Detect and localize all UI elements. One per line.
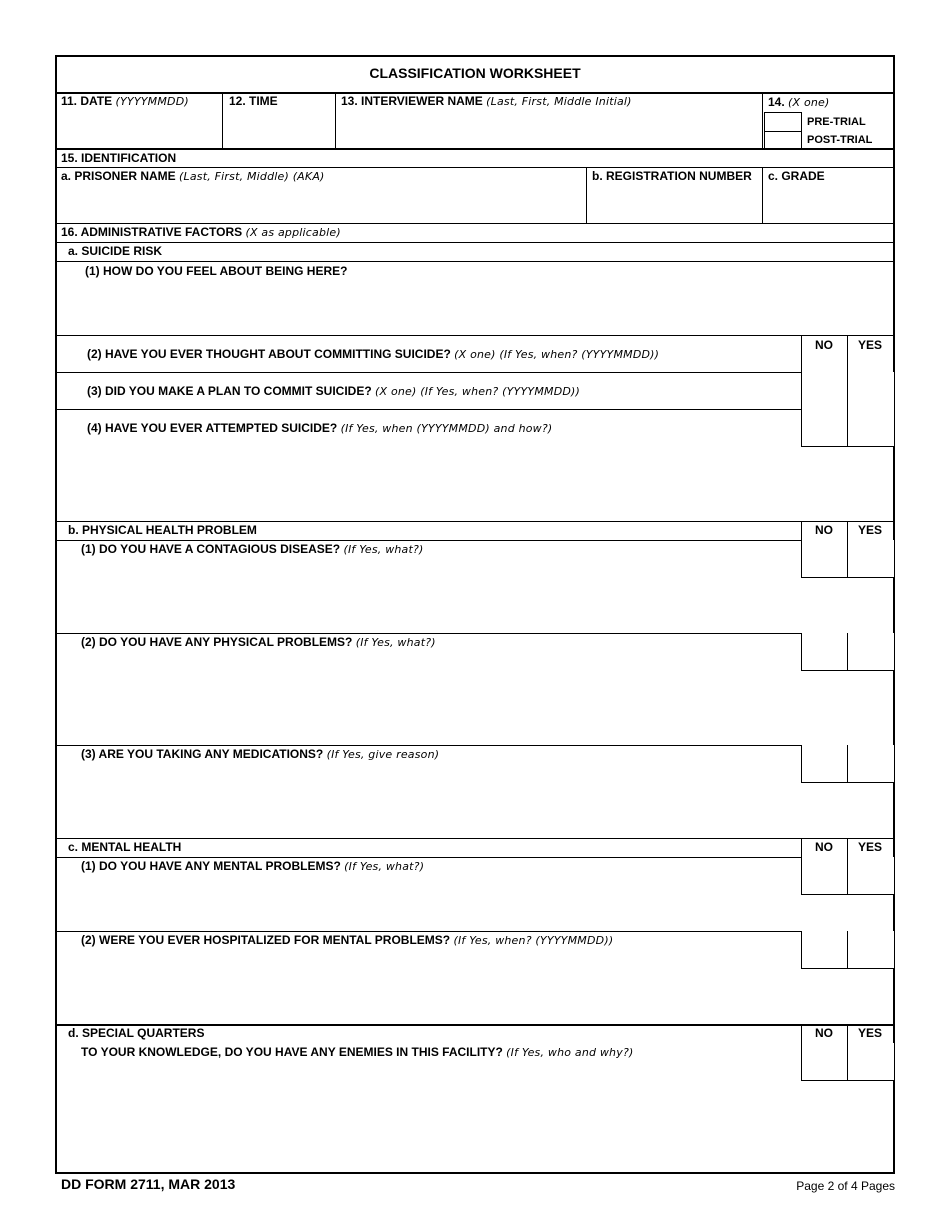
- divider: [762, 93, 763, 149]
- posttrial-label: POST-TRIAL: [807, 134, 873, 146]
- form-title: CLASSIFICATION WORKSHEET: [369, 65, 581, 81]
- divider: [55, 540, 895, 541]
- time-field[interactable]: [225, 110, 333, 146]
- suicide-q3-no-checkbox[interactable]: [801, 409, 848, 447]
- suicide-no-header: NO: [815, 338, 833, 352]
- divider: [847, 838, 848, 857]
- suicide-yes-header: YES: [857, 338, 882, 352]
- grade-field[interactable]: [765, 186, 891, 220]
- suicide-q2-yes-checkbox[interactable]: [847, 372, 894, 410]
- suicide-q3-yes-checkbox[interactable]: [847, 409, 894, 447]
- date-label: 11. DATE (YYYYMMDD): [61, 94, 189, 108]
- physical-q1-answer[interactable]: [60, 580, 890, 630]
- suicide-q2-no-checkbox[interactable]: [801, 372, 848, 410]
- quarters-no-header: NO: [815, 1026, 833, 1040]
- divider: [55, 335, 895, 336]
- mental-q2-no-checkbox[interactable]: [801, 931, 848, 969]
- physical-q2-yes-checkbox[interactable]: [847, 633, 894, 671]
- divider: [55, 521, 895, 522]
- divider: [586, 167, 587, 223]
- mental-q2-answer[interactable]: [60, 971, 890, 1021]
- suicide-q4-label: (4) HAVE YOU EVER ATTEMPTED SUICIDE? (If Yes, when (YYYYMMDD) and how?): [87, 421, 553, 435]
- divider: [801, 838, 802, 857]
- physical-q3-no-checkbox[interactable]: [801, 745, 848, 783]
- divider: [55, 223, 895, 224]
- registration-number-field[interactable]: [589, 186, 760, 220]
- mental-health-heading: c. MENTAL HEALTH: [68, 840, 182, 854]
- suicide-q4-answer[interactable]: [60, 450, 890, 518]
- divider: [335, 93, 336, 149]
- divider: [847, 521, 848, 540]
- registration-number-label: b. REGISTRATION NUMBER: [592, 169, 752, 183]
- quarters-q1-label: TO YOUR KNOWLEDGE, DO YOU HAVE ANY ENEMIES IN THIS FACILITY? (If Yes, who and why?): [81, 1045, 634, 1059]
- divider: [55, 261, 895, 262]
- trial-label: 14. (X one): [768, 95, 830, 109]
- mental-q1-label: (1) DO YOU HAVE ANY MENTAL PROBLEMS? (If Yes, what?): [81, 859, 425, 873]
- physical-q1-no-checkbox[interactable]: [801, 540, 848, 578]
- prisoner-name-field[interactable]: [58, 186, 584, 220]
- suicide-risk-heading: a. SUICIDE RISK: [68, 244, 163, 258]
- physical-health-heading: b. PHYSICAL HEALTH PROBLEM: [68, 523, 257, 537]
- mental-yes-header: YES: [857, 840, 882, 854]
- pretrial-label: PRE-TRIAL: [807, 116, 866, 128]
- physical-q2-answer[interactable]: [60, 673, 890, 741]
- page-number: Page 2 of 4 Pages: [796, 1179, 895, 1193]
- mental-q1-answer[interactable]: [60, 896, 890, 928]
- divider: [847, 1025, 848, 1044]
- interviewer-label: 13. INTERVIEWER NAME (Last, First, Middle Initial): [341, 94, 632, 108]
- quarters-yes-header: YES: [857, 1026, 882, 1040]
- grade-label: c. GRADE: [768, 169, 825, 183]
- divider: [55, 857, 895, 858]
- divider: [55, 745, 895, 746]
- suicide-q3-label: (3) DID YOU MAKE A PLAN TO COMMIT SUICIDE? (X one) (If Yes, when? (YYYYMMDD)): [87, 384, 581, 398]
- prisoner-name-label: a. PRISONER NAME (Last, First, Middle) (AKA): [61, 169, 325, 183]
- divider: [55, 242, 895, 243]
- divider: [55, 409, 895, 410]
- mental-q1-no-checkbox[interactable]: [801, 857, 848, 895]
- date-field[interactable]: [58, 110, 220, 146]
- divider: [55, 167, 895, 168]
- physical-q3-answer[interactable]: [60, 785, 890, 835]
- divider: [55, 633, 895, 634]
- divider: [55, 838, 895, 839]
- physical-q3-label: (3) ARE YOU TAKING ANY MEDICATIONS? (If Yes, give reason): [81, 747, 440, 761]
- suicide-q1-answer[interactable]: [60, 282, 890, 332]
- physical-q1-yes-checkbox[interactable]: [847, 540, 894, 578]
- quarters-q1-answer[interactable]: [60, 1083, 890, 1167]
- divider: [801, 521, 802, 540]
- special-quarters-heading: d. SPECIAL QUARTERS: [68, 1026, 205, 1040]
- suicide-q1-label: (1) HOW DO YOU FEEL ABOUT BEING HERE?: [85, 264, 348, 278]
- mental-q1-yes-checkbox[interactable]: [847, 857, 894, 895]
- divider: [222, 93, 223, 149]
- divider: [801, 1025, 802, 1044]
- physical-q1-label: (1) DO YOU HAVE A CONTAGIOUS DISEASE? (If Yes, what?): [81, 542, 424, 556]
- divider: [55, 148, 895, 150]
- identification-heading: 15. IDENTIFICATION: [61, 151, 177, 165]
- mental-q2-label: (2) WERE YOU EVER HOSPITALIZED FOR MENTAL PROBLEMS? (If Yes, when? (YYYYMMDD)): [81, 933, 614, 947]
- mental-q2-yes-checkbox[interactable]: [847, 931, 894, 969]
- divider: [55, 372, 895, 373]
- quarters-q1-yes-checkbox[interactable]: [847, 1043, 894, 1081]
- divider: [762, 167, 763, 223]
- interviewer-name-field[interactable]: [338, 110, 760, 146]
- suicide-q2-label: (2) HAVE YOU EVER THOUGHT ABOUT COMMITTING SUICIDE? (X one) (If Yes, when? (YYYYMMDD)): [87, 347, 660, 361]
- pretrial-checkbox[interactable]: [764, 112, 802, 132]
- physical-q2-label: (2) DO YOU HAVE ANY PHYSICAL PROBLEMS? (If Yes, what?): [81, 635, 436, 649]
- physical-q3-yes-checkbox[interactable]: [847, 745, 894, 783]
- physical-yes-header: YES: [857, 523, 882, 537]
- admin-factors-heading: 16. ADMINISTRATIVE FACTORS (X as applicable): [61, 225, 341, 239]
- time-label: 12. TIME: [229, 94, 278, 108]
- quarters-q1-no-checkbox[interactable]: [801, 1043, 848, 1081]
- physical-no-header: NO: [815, 523, 833, 537]
- divider: [55, 931, 895, 932]
- form-number: DD FORM 2711, MAR 2013: [61, 1176, 236, 1192]
- physical-q2-no-checkbox[interactable]: [801, 633, 848, 671]
- mental-no-header: NO: [815, 840, 833, 854]
